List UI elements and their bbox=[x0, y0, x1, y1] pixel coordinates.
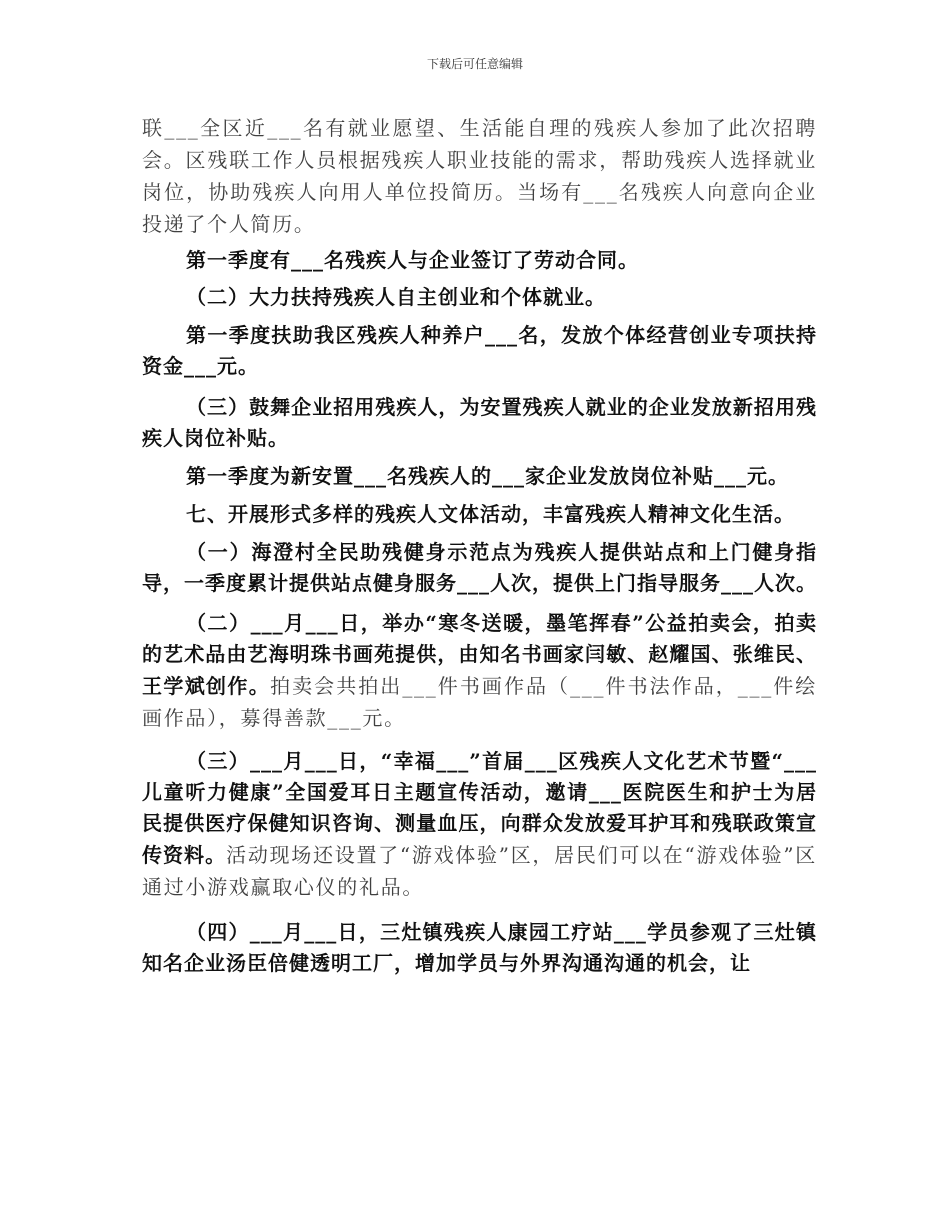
ear-care-event-game-text: 活动现场还设置了“游戏体验”区，居民们可以在“游戏体验”区通过小游戏赢取心仪的礼品。 bbox=[142, 843, 818, 899]
paragraph-ear-care-event bbox=[142, 746, 817, 903]
paragraph-fitness-guidance: （一）海澄村全民助残健身示范点为残疾人提供站点和上门健身指导，一季度累计提供站点健身服务___人次，提供上门指导服务___人次。 bbox=[142, 540, 817, 595]
paragraph-charity-auction bbox=[142, 608, 817, 734]
paragraph-labor-contracts: 第一季度有___名残疾人与企业签订了劳动合同。 bbox=[186, 248, 639, 272]
page-header: 下载后可任意编辑 bbox=[426, 57, 523, 71]
ear-care-event-main-text: （三）___月___日，“幸福___”首届___区残疾人文化艺术节暨“___儿童听力健康”全国爱耳日主题宣传活动，邀请___医院医生和护士为居民提供医疗保健知识咨询、测量血压，向群众发放爱耳护耳和残联政策宣传资料。 bbox=[142, 749, 817, 867]
paragraph-job-fair: 联___全区近___名有就业愿望、生活能自理的残疾人参加了此次招聘会。区残联工作人员根据残疾人职业技能的需求，帮助残疾人选择就业岗位，协助残疾人向用人单位投简历。当场有___名残疾人向意向企业投递了个人简历。 bbox=[142, 116, 817, 236]
paragraph-factory-visit: （四）___月___日，三灶镇残疾人康园工疗站___学员参观了三灶镇知名企业汤臣倍健透明工厂，增加学员与外界沟通沟通的机会，让 bbox=[142, 920, 817, 975]
paragraph-entrepreneurship-funds: 第一季度扶助我区残疾人种养户___名，发放个体经营创业专项扶持资金___元。 bbox=[142, 323, 817, 378]
section-heading-employer-subsidy: （三）鼓舞企业招用残疾人，为安置残疾人就业的企业发放新招用残疾人岗位补贴。 bbox=[142, 395, 817, 450]
paragraph-position-subsidy: 第一季度为新安置___名残疾人的___家企业发放岗位补贴___元。 bbox=[186, 464, 789, 488]
document-body bbox=[142, 112, 817, 979]
section-heading-self-employment: （二）大力扶持残疾人自主创业和个体就业。 bbox=[186, 285, 606, 309]
charity-auction-results-text: 拍卖会共拍出___件书画作品（___件书法作品，___件绘画作品），募得善款___元。 bbox=[142, 674, 817, 730]
charity-auction-main-text: （二）___月___日，举办“寒冬送暖，墨笔挥春”公益拍卖会，拍卖的艺术品由艺海明珠书画苑提供，由知名书画家闫敏、赵耀国、张维民、王学斌创作。 bbox=[142, 611, 817, 698]
section-heading-cultural-activities: 七、开展形式多样的残疾人文体活动，丰富残疾人精神文化生活。 bbox=[186, 502, 795, 526]
